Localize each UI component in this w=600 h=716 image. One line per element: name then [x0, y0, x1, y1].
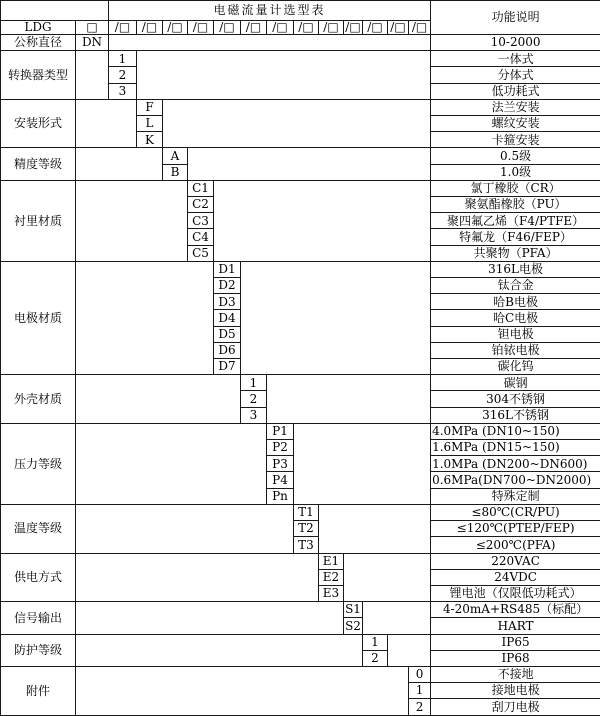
- table-row: [1, 51, 600, 67]
- function-cell: ≤200℃(PFA): [431, 537, 600, 553]
- code-cell: 2: [241, 391, 267, 407]
- code-cell: 1: [241, 375, 267, 391]
- model-slash-box-cell: /□: [137, 21, 163, 35]
- function-cell: 特氟龙（F46/FEP）: [431, 229, 600, 245]
- table-row: [1, 666, 600, 682]
- model-slash-box-cell: /□: [241, 21, 267, 35]
- table-row: [1, 602, 600, 618]
- function-cell: 分体式: [431, 67, 600, 83]
- code-cell: D1: [214, 261, 241, 277]
- spacer-cell: [363, 602, 431, 634]
- spacer-cell: [214, 180, 431, 261]
- function-cell: ≤120℃(PTEP/FEP): [431, 521, 600, 537]
- category-label: 公称直径: [1, 35, 76, 51]
- table-row: [1, 180, 600, 196]
- code-cell: 1: [109, 51, 137, 67]
- function-cell: 特殊定制: [431, 488, 600, 504]
- code-cell: P4: [267, 472, 294, 488]
- code-cell: 0: [409, 666, 431, 682]
- code-cell: L: [137, 116, 163, 132]
- code-cell: D7: [214, 359, 241, 375]
- function-cell: 0.6MPa(DN700~DN2000): [431, 472, 600, 488]
- model-box-cell: □: [76, 21, 109, 35]
- spacer-cell: [76, 51, 109, 100]
- function-cell: 聚氨酯橡胶（PU）: [431, 197, 600, 213]
- code-cell: F: [137, 99, 163, 115]
- spacer-cell: [76, 553, 319, 602]
- table-row: [1, 148, 600, 164]
- function-cell: 1.6MPa (DN15~150): [431, 440, 600, 456]
- code-cell: 2: [409, 699, 431, 716]
- spacer-cell: [76, 666, 409, 715]
- function-cell: 1.0级: [431, 164, 600, 180]
- code-cell: C4: [188, 229, 214, 245]
- function-cell: 铂铱电极: [431, 342, 600, 358]
- table-row: [1, 99, 600, 115]
- code-cell: 3: [241, 407, 267, 423]
- code-cell: P1: [267, 423, 294, 439]
- model-slash-box-cell: /□: [363, 21, 388, 35]
- function-cell: 法兰安装: [431, 99, 600, 115]
- spacer-cell: [76, 99, 137, 148]
- spacer-cell: [267, 375, 431, 424]
- code-cell: C5: [188, 245, 214, 261]
- function-cell: 聚四氟乙烯（F4/PTFE）: [431, 213, 600, 229]
- function-cell: 螺纹安装: [431, 116, 600, 132]
- table-row: [1, 553, 600, 569]
- title-left-spacer: [1, 1, 109, 21]
- function-cell: 4.0MPa (DN10~150): [431, 423, 600, 439]
- function-cell: 低功耗式: [431, 83, 600, 99]
- function-cell: 10-2000: [431, 35, 600, 51]
- spacer-cell: [388, 634, 431, 666]
- function-cell: 哈B电极: [431, 294, 600, 310]
- category-label: 安装形式: [1, 99, 76, 148]
- spacer-cell: [76, 602, 344, 634]
- function-cell: IP65: [431, 634, 600, 650]
- spacer-cell: [76, 634, 363, 666]
- function-cell: 共聚物（PFA）: [431, 245, 600, 261]
- function-cell: 卡箍安装: [431, 132, 600, 148]
- code-cell: P2: [267, 440, 294, 456]
- category-label: 防护等级: [1, 634, 76, 666]
- spacer-cell: [163, 99, 431, 148]
- category-label: 信号输出: [1, 602, 76, 634]
- model-slash-box-cell: /□: [388, 21, 409, 35]
- model-slash-box-cell: /□: [319, 21, 344, 35]
- code-cell: S1: [345, 602, 361, 617]
- code-cell: D3: [214, 294, 241, 310]
- code-cell: 1: [409, 683, 431, 699]
- code-cell: T3: [294, 537, 319, 553]
- model-slash-box-cell: /□: [294, 21, 319, 35]
- code-cell: C2: [188, 197, 214, 213]
- code-cell: E3: [319, 585, 344, 601]
- category-label: 衬里材质: [1, 180, 76, 261]
- spacer-cell: [319, 504, 431, 553]
- category-label: 附件: [1, 666, 76, 715]
- category-label: 电极材质: [1, 261, 76, 374]
- category-label: 转换器类型: [1, 51, 76, 100]
- code-cell: 2: [109, 67, 137, 83]
- function-cell: 哈C电极: [431, 310, 600, 326]
- page-title: 电磁流量计选型表: [109, 1, 431, 21]
- spacer-cell: [76, 423, 267, 504]
- table-row: [1, 375, 600, 391]
- spacer-cell: [188, 148, 431, 180]
- category-label: 外壳材质: [1, 375, 76, 424]
- function-cell: 锂电池（仅限低功耗式）: [431, 585, 600, 601]
- function-cell: 304不锈钢: [431, 391, 600, 407]
- function-cell: 0.5级: [431, 148, 600, 164]
- model-slash-box-cell: /□: [163, 21, 188, 35]
- function-cell: 24VDC: [431, 569, 600, 585]
- function-cell: 220VAC: [431, 553, 600, 569]
- function-cell: 一体式: [431, 51, 600, 67]
- spacer-cell: [137, 51, 431, 100]
- model-slash-box-cell: /□: [214, 21, 241, 35]
- function-cell: 钛合金: [431, 278, 600, 294]
- code-cell: E1: [319, 553, 344, 569]
- code-cell: T1: [294, 504, 319, 520]
- table-row: [1, 35, 600, 51]
- code-cell: D2: [214, 278, 241, 294]
- code-cell: S2: [345, 618, 361, 633]
- function-cell: ≤80℃(CR/PU): [431, 504, 600, 520]
- spacer-cell: [76, 261, 214, 374]
- spacer-cell: [76, 180, 188, 261]
- code-cell: T2: [294, 521, 319, 537]
- category-label: 供电方式: [1, 553, 76, 602]
- code-cell: A: [163, 148, 188, 164]
- function-cell: 碳化钨: [431, 359, 600, 375]
- code-cell: DN: [76, 35, 109, 51]
- category-label: 压力等级: [1, 423, 76, 504]
- code-cell: C3: [188, 213, 214, 229]
- table-row: [1, 634, 600, 650]
- model-slash-box-cell: /□: [345, 20, 361, 35]
- code-cell: E2: [319, 569, 344, 585]
- function-cell: 不接地: [431, 666, 600, 682]
- function-cell: 钽电极: [431, 326, 600, 342]
- spacer-cell: [344, 553, 431, 602]
- function-cell: 1.0MPa (DN200~DN600): [431, 456, 600, 472]
- code-cell: D4: [214, 310, 241, 326]
- function-cell: IP68: [431, 650, 600, 666]
- table-body: [1, 1, 600, 716]
- spacer-cell: [241, 261, 431, 374]
- function-cell: 4-20mA+RS485（标配）: [431, 602, 600, 618]
- code-cell: D5: [214, 326, 241, 342]
- function-cell: 碳钢: [431, 375, 600, 391]
- model-slash-box-cell: /□: [188, 21, 214, 35]
- code-cell: P3: [267, 456, 294, 472]
- code-cell: 2: [363, 650, 388, 666]
- function-cell: 氯丁橡胶（CR）: [431, 180, 600, 196]
- function-cell: 刮刀电极: [431, 699, 600, 716]
- code-cell: 3: [109, 83, 137, 99]
- code-cell: 1: [363, 634, 388, 650]
- table-row: [1, 423, 600, 439]
- spacer-cell: [76, 375, 241, 424]
- spacer-cell: [294, 423, 431, 504]
- function-cell: 接地电极: [431, 683, 600, 699]
- table-row: [1, 504, 600, 520]
- model-slash-box-cell: /□: [409, 21, 431, 35]
- function-cell: 316L电极: [431, 261, 600, 277]
- model-prefix: LDG: [1, 21, 76, 35]
- table-row: [1, 1, 600, 21]
- code-cell: C1: [188, 180, 214, 196]
- code-cell: D6: [214, 342, 241, 358]
- category-label: 精度等级: [1, 148, 76, 180]
- function-column-header: 功能说明: [431, 1, 600, 35]
- spacer-cell: [76, 504, 294, 553]
- model-slash-box-cell: /□: [109, 21, 137, 35]
- function-cell: HART: [431, 618, 600, 634]
- code-cell: K: [137, 132, 163, 148]
- function-cell: 316L不锈钢: [431, 407, 600, 423]
- category-label: 温度等级: [1, 504, 76, 553]
- code-cell: Pn: [267, 488, 294, 504]
- spacer-cell: [76, 148, 163, 180]
- model-slash-box-cell: /□: [267, 21, 294, 35]
- spacer-cell: [109, 35, 431, 51]
- table-row: [1, 261, 600, 277]
- code-cell: B: [163, 164, 188, 180]
